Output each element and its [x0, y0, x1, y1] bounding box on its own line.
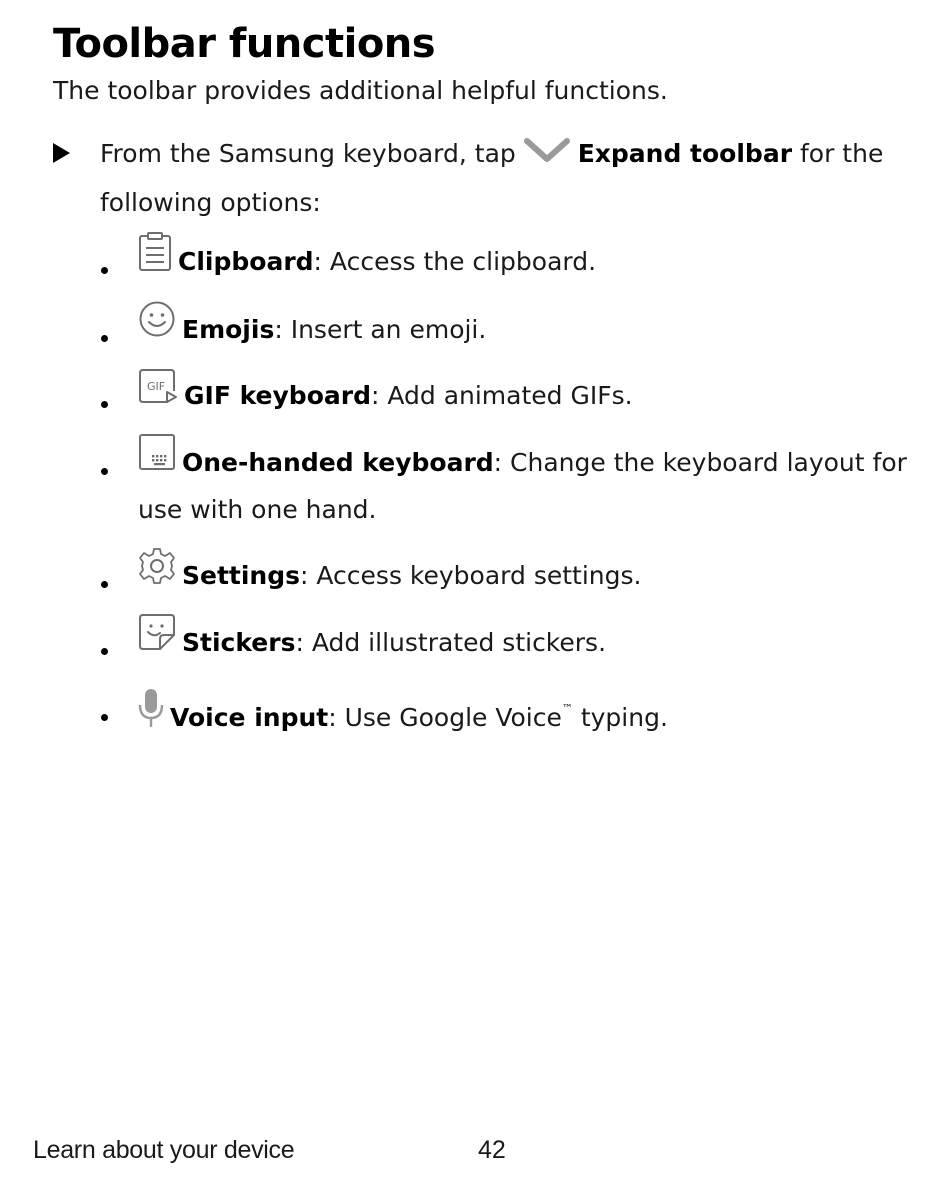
option-desc: : Add illustrated stickers.: [295, 627, 607, 657]
list-item: [98, 439, 908, 534]
intro-text: The toolbar provides additional helpful functions.: [53, 76, 668, 105]
svg-text:GIF: GIF: [147, 379, 166, 393]
step-instruction: [53, 136, 913, 226]
clipboard-icon: [138, 232, 172, 287]
option-label: Emojis: [182, 314, 275, 344]
option-desc: : Access the clipboard.: [313, 247, 597, 276]
page-title: Toolbar functions: [53, 21, 436, 67]
option-desc: : Insert an emoji.: [274, 314, 487, 344]
expand-toolbar-label: Expand toolbar: [577, 139, 793, 168]
gif-icon: [138, 367, 178, 420]
option-label: Settings: [182, 561, 301, 590]
option-desc-after: typing.: [572, 703, 668, 732]
list-item: [98, 685, 908, 743]
page-number: 42: [478, 1136, 506, 1164]
list-item: [98, 552, 908, 600]
list-item: [98, 306, 908, 354]
footer-section-title: Learn about your device: [33, 1136, 295, 1164]
option-label: Stickers: [182, 627, 296, 657]
settings-gear-icon: [138, 547, 176, 600]
microphone-icon: [138, 688, 164, 743]
list-item: [98, 238, 908, 287]
chevron-down-icon: [524, 132, 570, 179]
option-label: GIF keyboard: [184, 381, 371, 410]
option-desc: : Change the keyboard layout for use with one hand.: [138, 447, 907, 524]
options-list: [98, 238, 908, 762]
option-label: Voice input: [170, 703, 329, 732]
list-item: [98, 372, 908, 420]
step-text-after: for the following options:: [100, 139, 884, 217]
option-desc: : Access keyboard settings.: [300, 561, 642, 590]
step-arrow-icon: [53, 143, 70, 163]
option-label: Clipboard: [178, 247, 314, 276]
trademark-symbol: ™: [561, 702, 573, 715]
option-label: One-handed keyboard: [182, 447, 494, 477]
sticker-icon: [138, 613, 176, 666]
step-text-before: From the Samsung keyboard, tap: [100, 139, 516, 168]
emoji-icon: [138, 300, 176, 353]
one-handed-keyboard-icon: [138, 433, 176, 486]
list-item: [98, 619, 908, 667]
option-desc: : Add animated GIFs.: [370, 381, 633, 410]
step-text: [100, 130, 913, 226]
option-desc: : Use Google Voice: [328, 703, 562, 732]
